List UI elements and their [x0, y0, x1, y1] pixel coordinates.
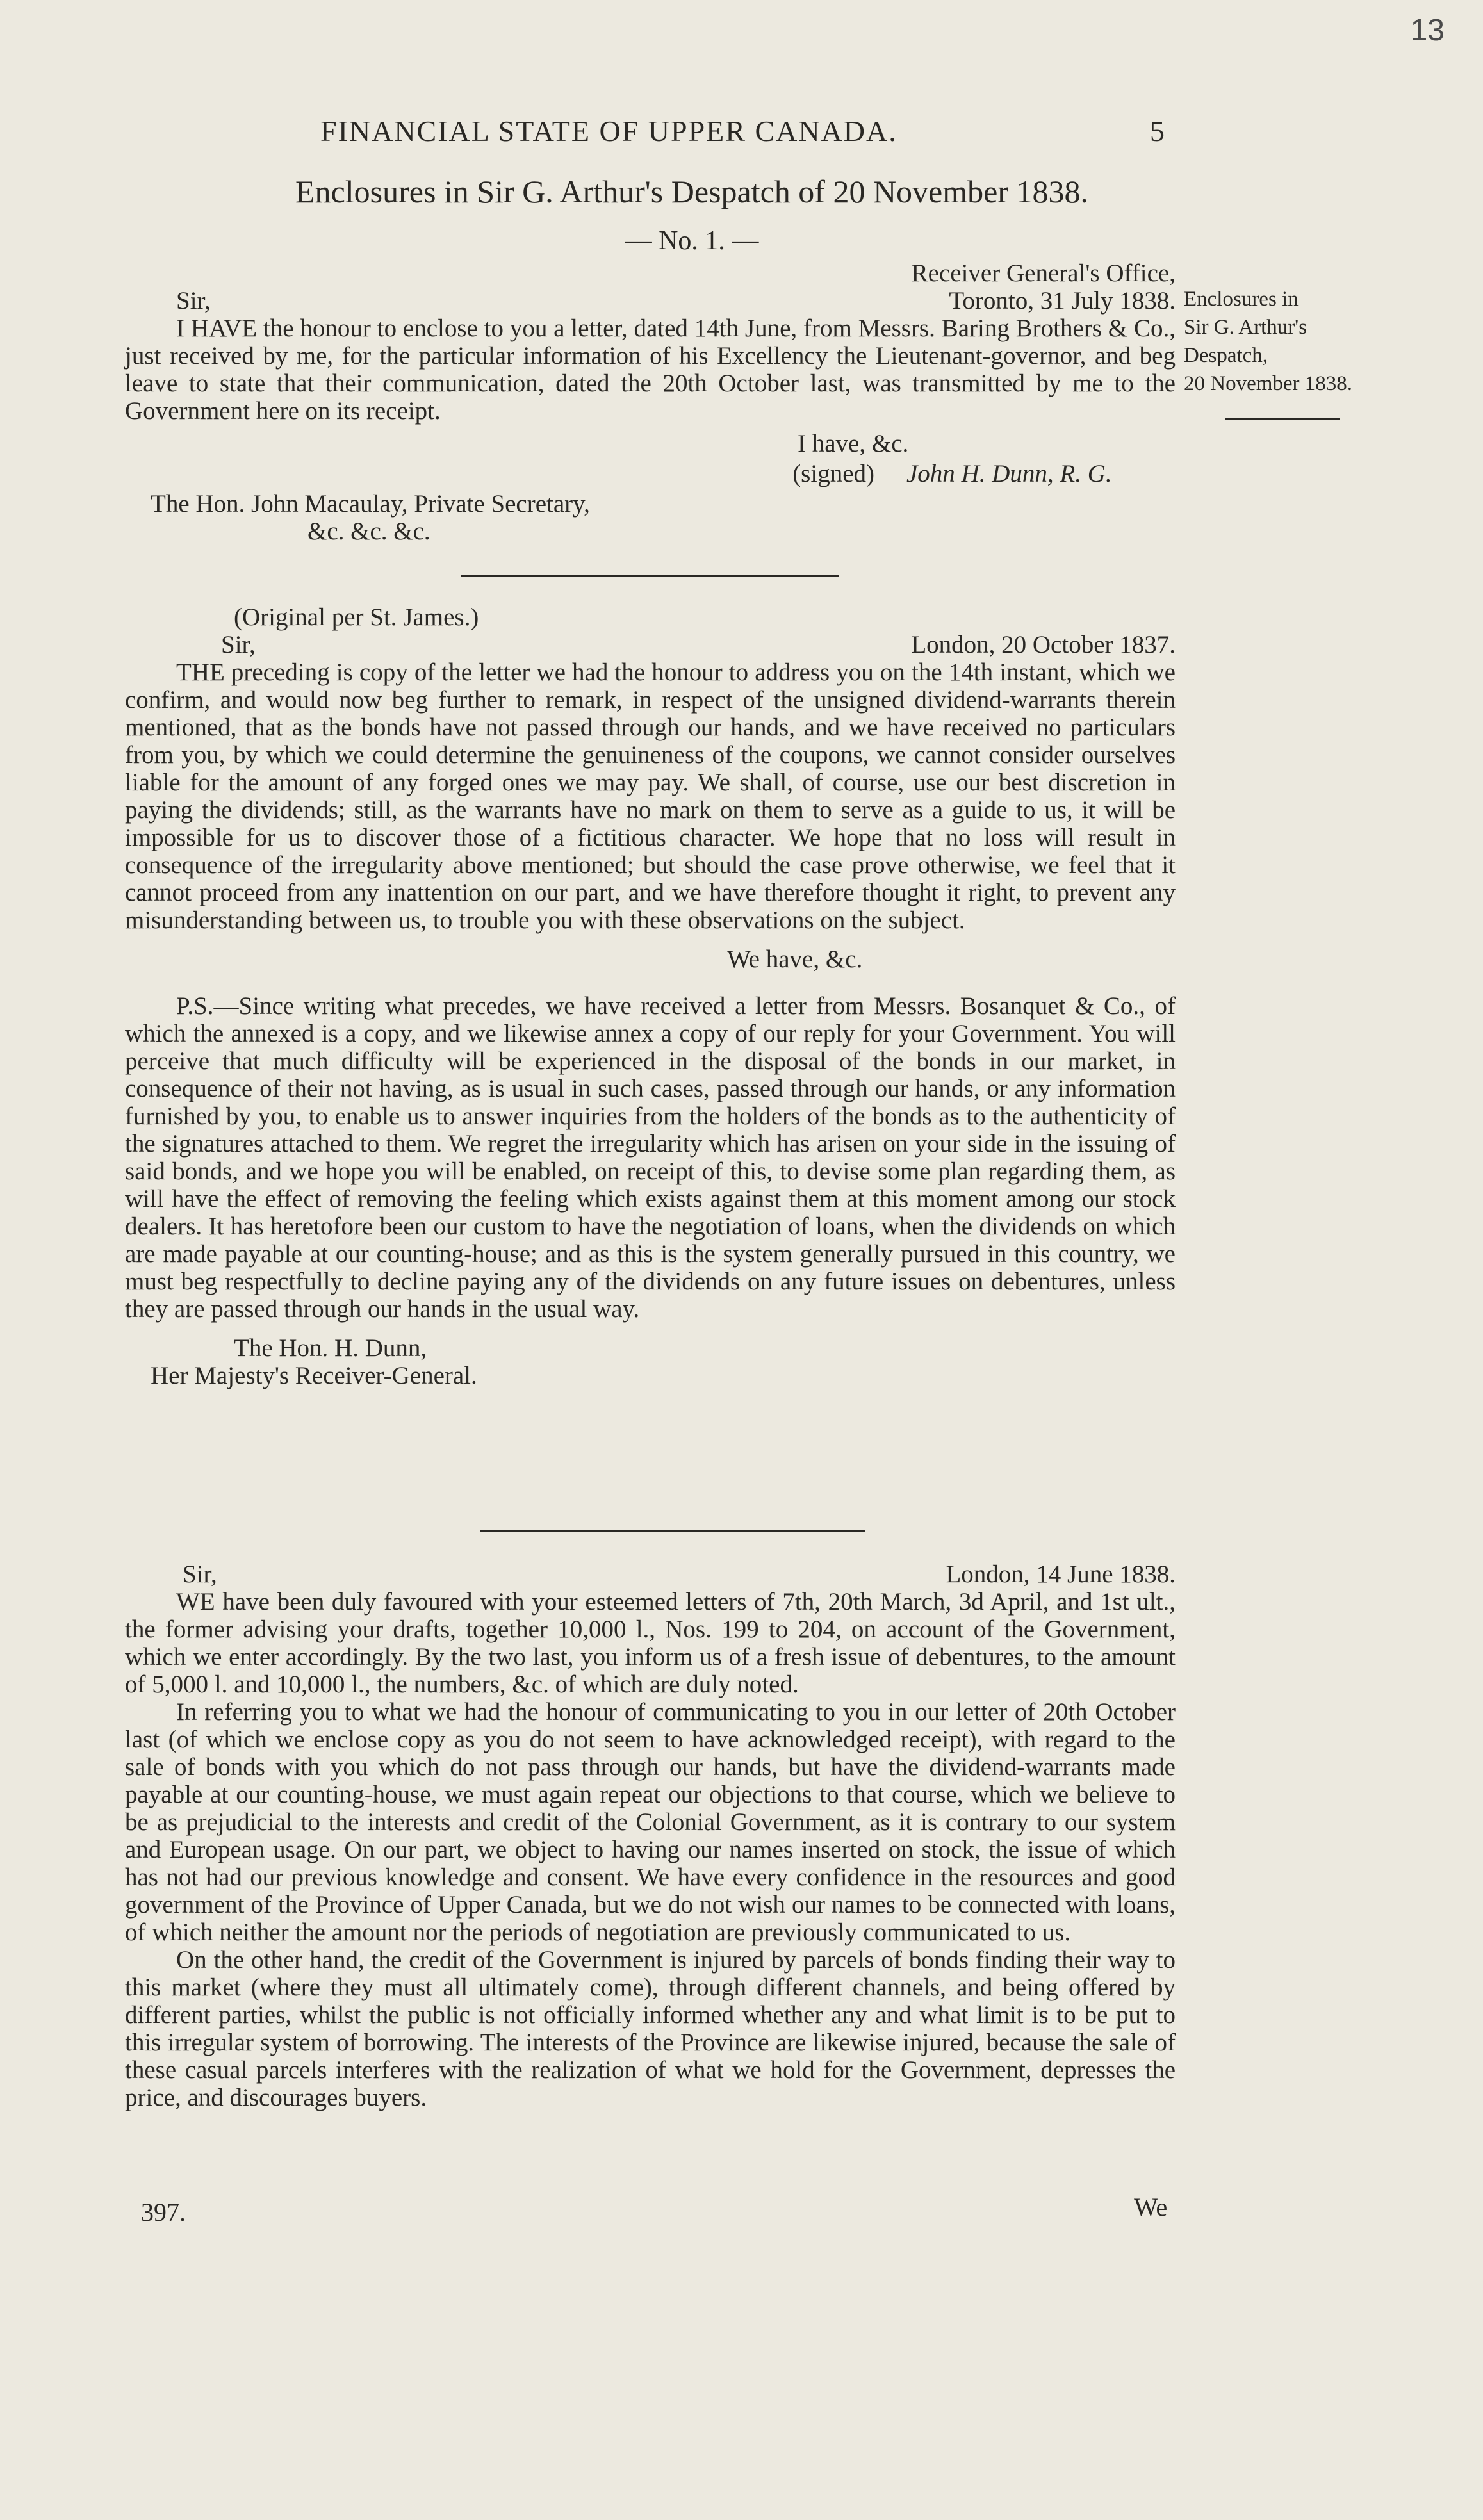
- letter-paragraph: WE have been duly favoured with your esteemed letters of 7th, 20th March, 3d April, and 1st ult., the former advising your drafts, together 10,000 l., Nos. 199 to 204, on account of the Government, which we enter accordingly. By the two last, you inform us of a fresh issue of debentures, to the amount of 5,000 l. and 10,000 l., the numbers, &c. of which are duly noted.: [125, 1588, 1176, 1698]
- addressee: The Hon. John Macaulay, Private Secretary,: [151, 490, 590, 518]
- margin-note-line: 20 November 1838.: [1184, 372, 1353, 395]
- letter-receiver-general: [125, 259, 1176, 545]
- margin-note-line: Despatch,: [1184, 344, 1268, 367]
- salutation: Sir,: [183, 1560, 217, 1588]
- enclosure-number: — No. 1. —: [625, 226, 759, 256]
- salutation: Sir,: [221, 631, 256, 659]
- section-divider: [461, 575, 839, 577]
- page-number: 13: [1410, 13, 1445, 47]
- addressee-title: Her Majesty's Receiver-General.: [151, 1362, 477, 1389]
- salutation: Sir,: [176, 287, 211, 315]
- catchword: We: [1134, 2193, 1168, 2221]
- letter-body: I HAVE the honour to enclose to you a letter, dated 14th June, from Messrs. Baring Brothers & Co., just received by me, for the particular information of his Excellency the Lieutenant-governor, and beg leave to state that their communication, dated the 20th October last, was transmitted by me to the Government here on its receipt.: [125, 315, 1176, 425]
- postscript: P.S.—Since writing what precedes, we have received a letter from Messrs. Bosanquet & Co., of which the annexed is a copy, and we likewise annex a copy of our reply for your Government. You will perceive that much difficulty will be experienced in the disposal of the bonds in our market, in consequence of their not having, as is usual in such cases, passed through our hands, or any information furnished by you, to enable us to answer inquiries from the holders of the bonds as to the authenticity of the signatures attached to them. We regret the irregularity which has arisen on your side in the issuing of said bonds, and we hope you will be enabled, on receipt of this, to devise some plan regarding them, as will have the effect of removing the feeling which exists against them at this moment among our stock dealers. It has heretofore been our custom to have the negotiation of loans, when the dividends on which are made payable at our counting-house; and as this is the system generally pursued in this country, we must beg respectfully to decline paying any of the dividends on any future issues on debentures, unless they are passed through our hands in the usual way.: [125, 992, 1176, 1323]
- margin-note-line: Enclosures in: [1184, 288, 1299, 311]
- signature-mark: 397.: [141, 2198, 186, 2227]
- addressee-etc: &c. &c. &c.: [307, 518, 430, 545]
- enclosures-title: Enclosures in Sir G. Arthur's Despatch of 20 November 1838.: [295, 174, 1088, 209]
- margin-note-line: Sir G. Arthur's: [1184, 316, 1307, 339]
- margin-note: [1184, 285, 1357, 398]
- letter-20-october-1837: [125, 603, 1176, 1389]
- office-line: Receiver General's Office,: [911, 259, 1176, 287]
- place-date: London, 20 October 1837.: [911, 631, 1176, 659]
- margin-divider: [1225, 418, 1340, 420]
- letter-paragraph: In referring you to what we had the honour of communicating to you in our letter of 20th October last (of which we enclose copy as you do not seem to have acknowledged receipt), with regard to the sale of bonds with you which do not pass through our hands, but have the dividend-warrants made payable at our counting-house, we must again repeat our objections to that course, which we believe to be as prejudicial to the interests and credit of the Colonial Government, as it is contrary to our system and European usage. On our part, we object to having our names inserted on stock, the issue of which has not had our previous knowledge and consent. We have every confidence in the resources and good government of the Province of Upper Canada, but we do not wish our names to be connected with loans, of which neither the amount nor the periods of negotiation are previously communicated to us.: [125, 1698, 1176, 1946]
- closing: We have, &c.: [727, 945, 863, 973]
- running-head: FINANCIAL STATE OF UPPER CANADA.: [320, 115, 897, 147]
- closing: I have, &c.: [798, 430, 909, 457]
- signatory: John H. Dunn, R. G.: [906, 460, 1112, 487]
- letter-14-june-1838: [125, 1560, 1176, 2111]
- place-date: London, 14 June 1838.: [946, 1560, 1176, 1588]
- section-divider: [480, 1530, 865, 1532]
- place-date: Toronto, 31 July 1838.: [949, 287, 1176, 315]
- folio-number: 5: [1150, 115, 1165, 147]
- addressee: The Hon. H. Dunn,: [234, 1334, 427, 1362]
- letter-paragraph: On the other hand, the credit of the Government is injured by parcels of bonds finding their way to this market (where they must all ultimately come), through different channels, and being offered by different parties, whilst the public is not officially informed whether any and what limit is to be put to this irregular system of borrowing. The interests of the Province are likewise injured, because the sale of these casual parcels interferes with the realization of what we hold for the Government, depresses the price, and discourages buyers.: [125, 1946, 1176, 2111]
- signed-note: (signed): [792, 460, 874, 487]
- letter-body: THE preceding is copy of the letter we had the honour to address you on the 14th instant, which we confirm, and would now beg further to remark, in respect of the unsigned dividend-warrants therein mentioned, that as the bonds have not passed through our hands, and we have received no particulars from you, by which we could determine the genuineness of the coupons, we cannot consider ourselves liable for the amount of any forged ones we may pay. We shall, of course, use our best discretion in paying the dividends; still, as the warrants have no mark on them to serve as a guide to us, it will be impossible for us to discover those of a fictitious character. We hope that no loss will result in consequence of the irregularity above mentioned; but should the case prove otherwise, we feel that it cannot proceed from any inattention on our part, and we have therefore thought it right, to prevent any misunderstanding between us, to trouble you with these observations on the subject.: [125, 659, 1176, 934]
- original-note: (Original per St. James.): [234, 603, 479, 631]
